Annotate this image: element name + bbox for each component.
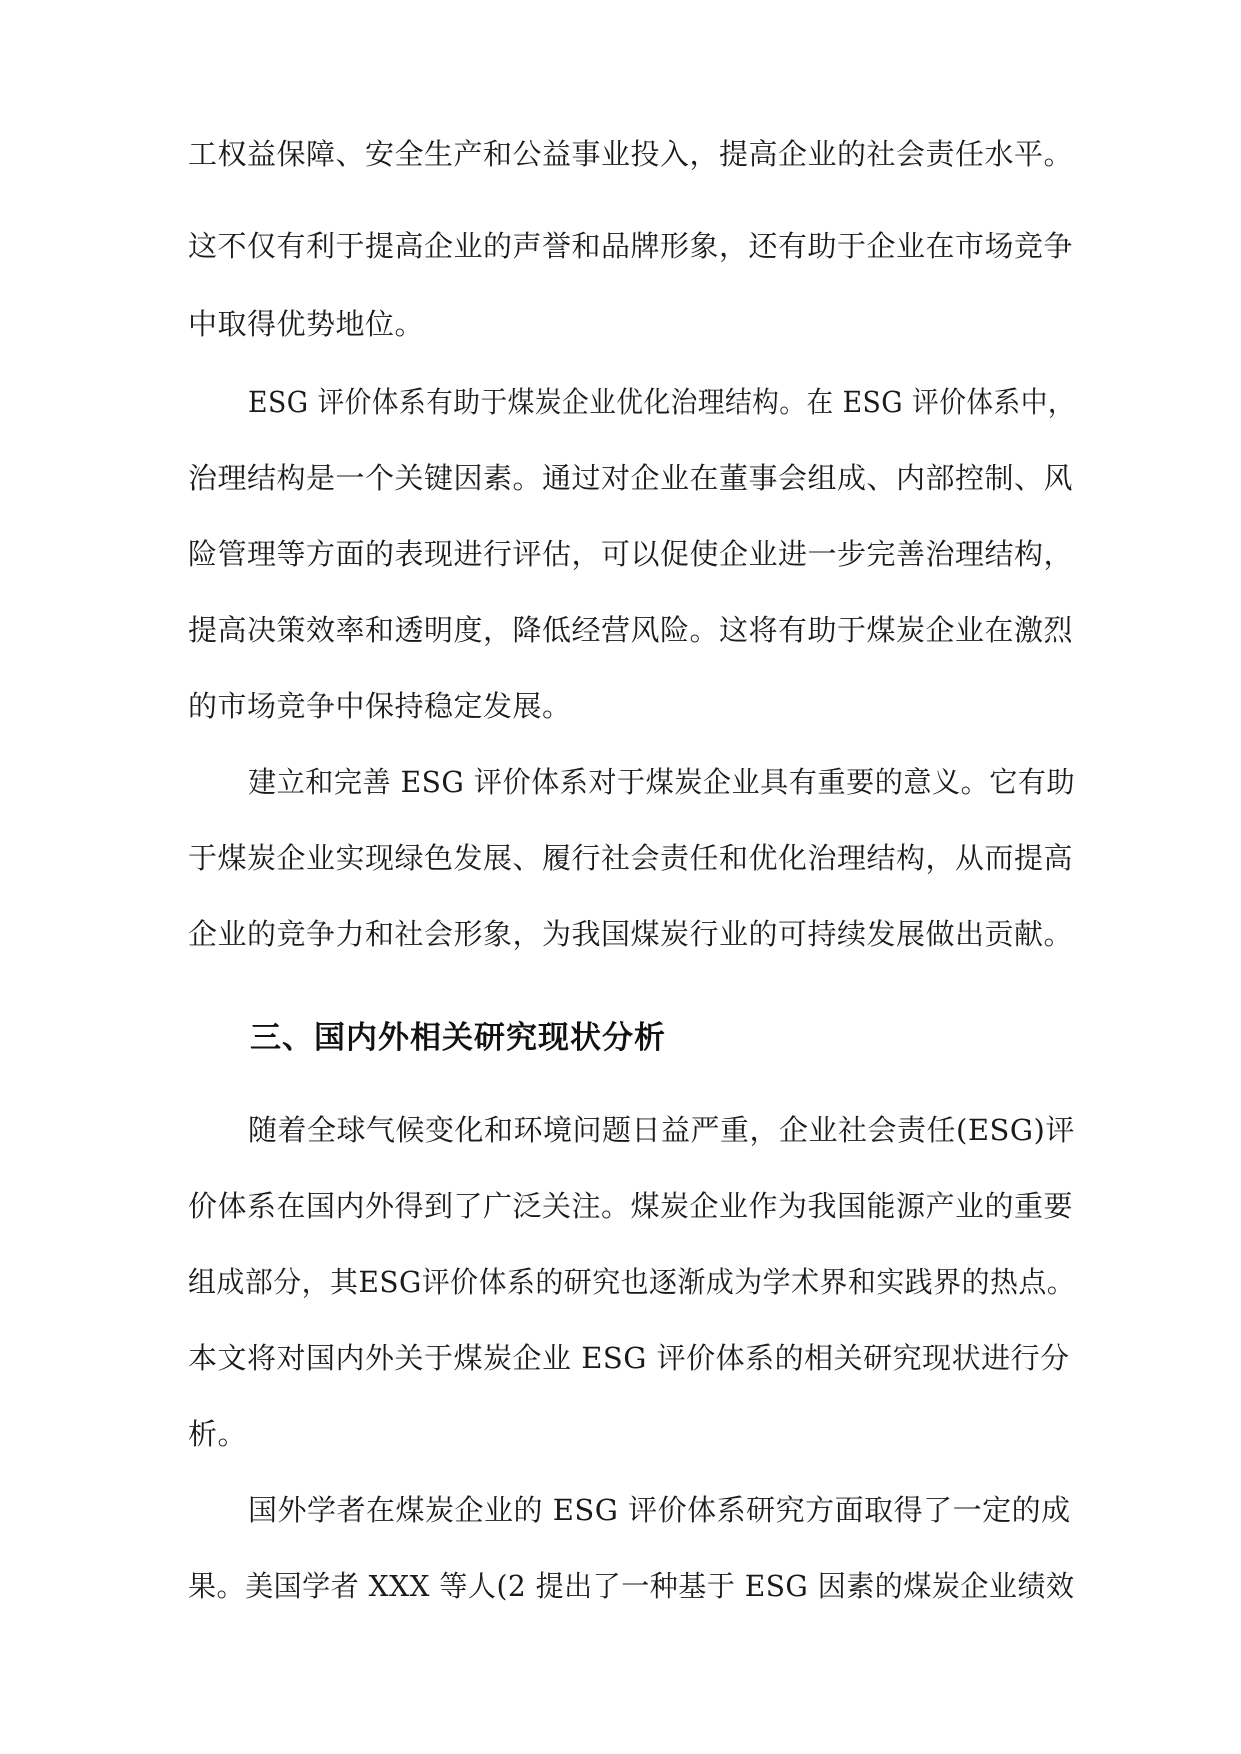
paragraph-line: 的市场竞争中保持稳定发展。: [188, 689, 572, 723]
paragraph-line: 于煤炭企业实现绿色发展、履行社会责任和优化治理结构，从而提高: [188, 841, 1074, 875]
section-heading: 三、国内外相关研究现状分析: [250, 1020, 666, 1056]
paragraph-line: 这不仅有利于提高企业的声誉和品牌形象，还有助于企业在市场竞争: [188, 229, 1074, 263]
paragraph-line: 价体系在国内外得到了广泛关注。煤炭企业作为我国能源产业的重要: [188, 1189, 1074, 1223]
paragraph-line: 组成部分，其ESG评价体系的研究也逐渐成为学术界和实践界的热点。: [188, 1265, 1076, 1299]
paragraph-line: 险管理等方面的表现进行评估，可以促使企业进一步完善治理结构，: [188, 537, 1074, 571]
paragraph-line: 本文将对国内外关于煤炭企业 ESG 评价体系的相关研究现状进行分: [188, 1341, 1070, 1375]
paragraph-line: 国外学者在煤炭企业的 ESG 评价体系研究方面取得了一定的成: [248, 1493, 1071, 1527]
paragraph-line: 随着全球气候变化和环境问题日益严重，企业社会责任(ESG)评: [248, 1113, 1075, 1147]
paragraph-line: 析。: [188, 1417, 248, 1451]
paragraph-line: 提高决策效率和透明度，降低经营风险。这将有助于煤炭企业在激烈: [188, 613, 1074, 647]
paragraph-line: 中取得优势地位。: [188, 307, 425, 341]
paragraph-line: 工权益保障、安全生产和公益事业投入，提高企业的社会责任水平。: [188, 137, 1074, 171]
paragraph-line: 治理结构是一个关键因素。通过对企业在董事会组成、内部控制、风: [188, 461, 1074, 495]
paragraph-line: 建立和完善 ESG 评价体系对于煤炭企业具有重要的意义。它有助: [248, 765, 1076, 799]
paragraph-line: ESG 评价体系有助于煤炭企业优化治理结构。在 ESG 评价体系中，: [248, 385, 1076, 419]
paragraph-line: 果。美国学者 XXX 等人(2 提出了一种基于 ESG 因素的煤炭企业绩效: [188, 1569, 1075, 1603]
paragraph-line: 企业的竞争力和社会形象，为我国煤炭行业的可持续发展做出贡献。: [188, 917, 1074, 951]
